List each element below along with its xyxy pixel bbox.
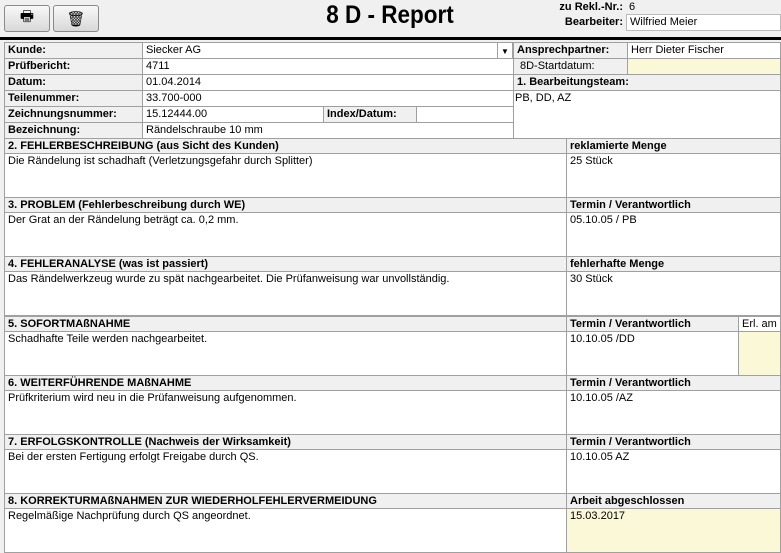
index-label: Index/Datum:	[323, 106, 417, 123]
pruefbericht-field[interactable]: 4711	[142, 58, 514, 75]
section-title: 3. PROBLEM (Fehlerbeschreibung durch WE)	[4, 197, 567, 213]
trash-icon: 🗑	[66, 10, 86, 28]
section-right-value[interactable]: 15.03.2017	[566, 508, 781, 553]
section-text[interactable]: Der Grat an der Rändelung beträgt ca. 0,2 mm.	[4, 212, 567, 257]
section-3	[0, 197, 781, 256]
section-right-value[interactable]: 05.10.05 / PB	[566, 212, 781, 257]
zeichnungsnummer-field[interactable]: 15.12444.00	[142, 106, 324, 123]
section-right-title: Termin / Verantwortlich	[566, 197, 781, 213]
section-title: 2. FEHLERBESCHREIBUNG (aus Sicht des Kunden)	[4, 138, 567, 154]
section-text[interactable]: Schadhafte Teile werden nachgearbeitet.	[4, 331, 567, 376]
section-text[interactable]: Das Rändelwerkzeug wurde zu spät nachgearbeitet. Die Prüfanweisung war unvollständig.	[4, 271, 567, 316]
section-title: 4. FEHLERANALYSE (was ist passiert)	[4, 256, 567, 272]
teilenummer-label: Teilenummer:	[4, 90, 143, 107]
kunde-label: Kunde:	[4, 42, 143, 59]
section-8	[0, 493, 781, 552]
section-title: 5. SOFORTMAßNAHME	[4, 316, 567, 332]
startdatum-label: 8D-Startdatum:	[513, 58, 628, 75]
section-right-value[interactable]: 10.10.05 /DD	[566, 331, 739, 376]
section-right-title: Termin / Verantwortlich	[566, 316, 739, 332]
section-right-value[interactable]: 10.10.05 /AZ	[566, 390, 781, 435]
section-right-title: Arbeit abgeschlossen	[566, 493, 781, 509]
delete-button[interactable]	[53, 5, 99, 32]
bezeichnung-label: Bezeichnung:	[4, 122, 143, 139]
printer-icon: 🖶	[19, 8, 35, 25]
section-right-title: reklamierte Menge	[566, 138, 781, 154]
section-text[interactable]: Die Rändelung ist schadhaft (Verletzungsgefahr durch Splitter)	[4, 153, 567, 198]
erl-am-field[interactable]	[738, 331, 781, 376]
section-right-value[interactable]: 25 Stück	[566, 153, 781, 198]
section-2	[0, 138, 781, 197]
team-label: 1. Bearbeitungsteam:	[513, 74, 781, 91]
print-button[interactable]	[4, 5, 50, 32]
erl-am-label: Erl. am	[738, 316, 781, 332]
section-7	[0, 434, 781, 493]
pruefbericht-label: Prüfbericht:	[4, 58, 143, 75]
section-text[interactable]: Prüfkriterium wird neu in die Prüfanweisung aufgenommen.	[4, 390, 567, 435]
zeichnungsnummer-label: Zeichnungsnummer:	[4, 106, 143, 123]
page-title: 8 D - Report	[326, 1, 454, 29]
datum-field[interactable]: 01.04.2014	[142, 74, 514, 91]
chevron-down-icon[interactable]: ▼	[497, 42, 513, 59]
section-4	[0, 256, 781, 315]
section-right-value[interactable]: 30 Stück	[566, 271, 781, 316]
section-title: 7. ERFOLGSKONTROLLE (Nachweis der Wirksamkeit)	[4, 434, 567, 450]
section-6	[0, 375, 781, 434]
kunde-select[interactable]: Siecker AG	[142, 42, 498, 59]
rekl-label: zu Rekl.-Nr.:	[559, 1, 623, 13]
section-text[interactable]: Regelmäßige Nachprüfung durch QS angeordnet.	[4, 508, 567, 553]
section-right-value[interactable]: 10.10.05 AZ	[566, 449, 781, 494]
section-right-title: fehlerhafte Menge	[566, 256, 781, 272]
ansprechpartner-label: Ansprechpartner:	[513, 42, 628, 59]
rekl-value: 6	[629, 1, 636, 13]
section-title: 8. KORREKTURMAßNAHMEN ZUR WIEDERHOLFEHLERVERMEIDUNG	[4, 493, 567, 509]
bearbeiter-label: Bearbeiter:	[564, 16, 623, 28]
index-field[interactable]	[416, 106, 514, 123]
header-divider	[0, 37, 781, 40]
bearbeiter-field[interactable]: Wilfried Meier	[626, 14, 781, 31]
team-field[interactable]: PB, DD, AZ	[513, 90, 781, 139]
startdatum-field[interactable]	[627, 58, 781, 75]
section-right-title: Termin / Verantwortlich	[566, 434, 781, 450]
teilenummer-field[interactable]: 33.700-000	[142, 90, 514, 107]
bezeichnung-field[interactable]: Rändelschraube 10 mm	[142, 122, 514, 139]
section-text[interactable]: Bei der ersten Fertigung erfolgt Freigabe durch QS.	[4, 449, 567, 494]
datum-label: Datum:	[4, 74, 143, 91]
ansprechpartner-field[interactable]: Herr Dieter Fischer	[627, 42, 781, 59]
section-title: 6. WEITERFÜHRENDE MAßNAHME	[4, 375, 567, 391]
section-5	[0, 316, 781, 375]
section-right-title: Termin / Verantwortlich	[566, 375, 781, 391]
